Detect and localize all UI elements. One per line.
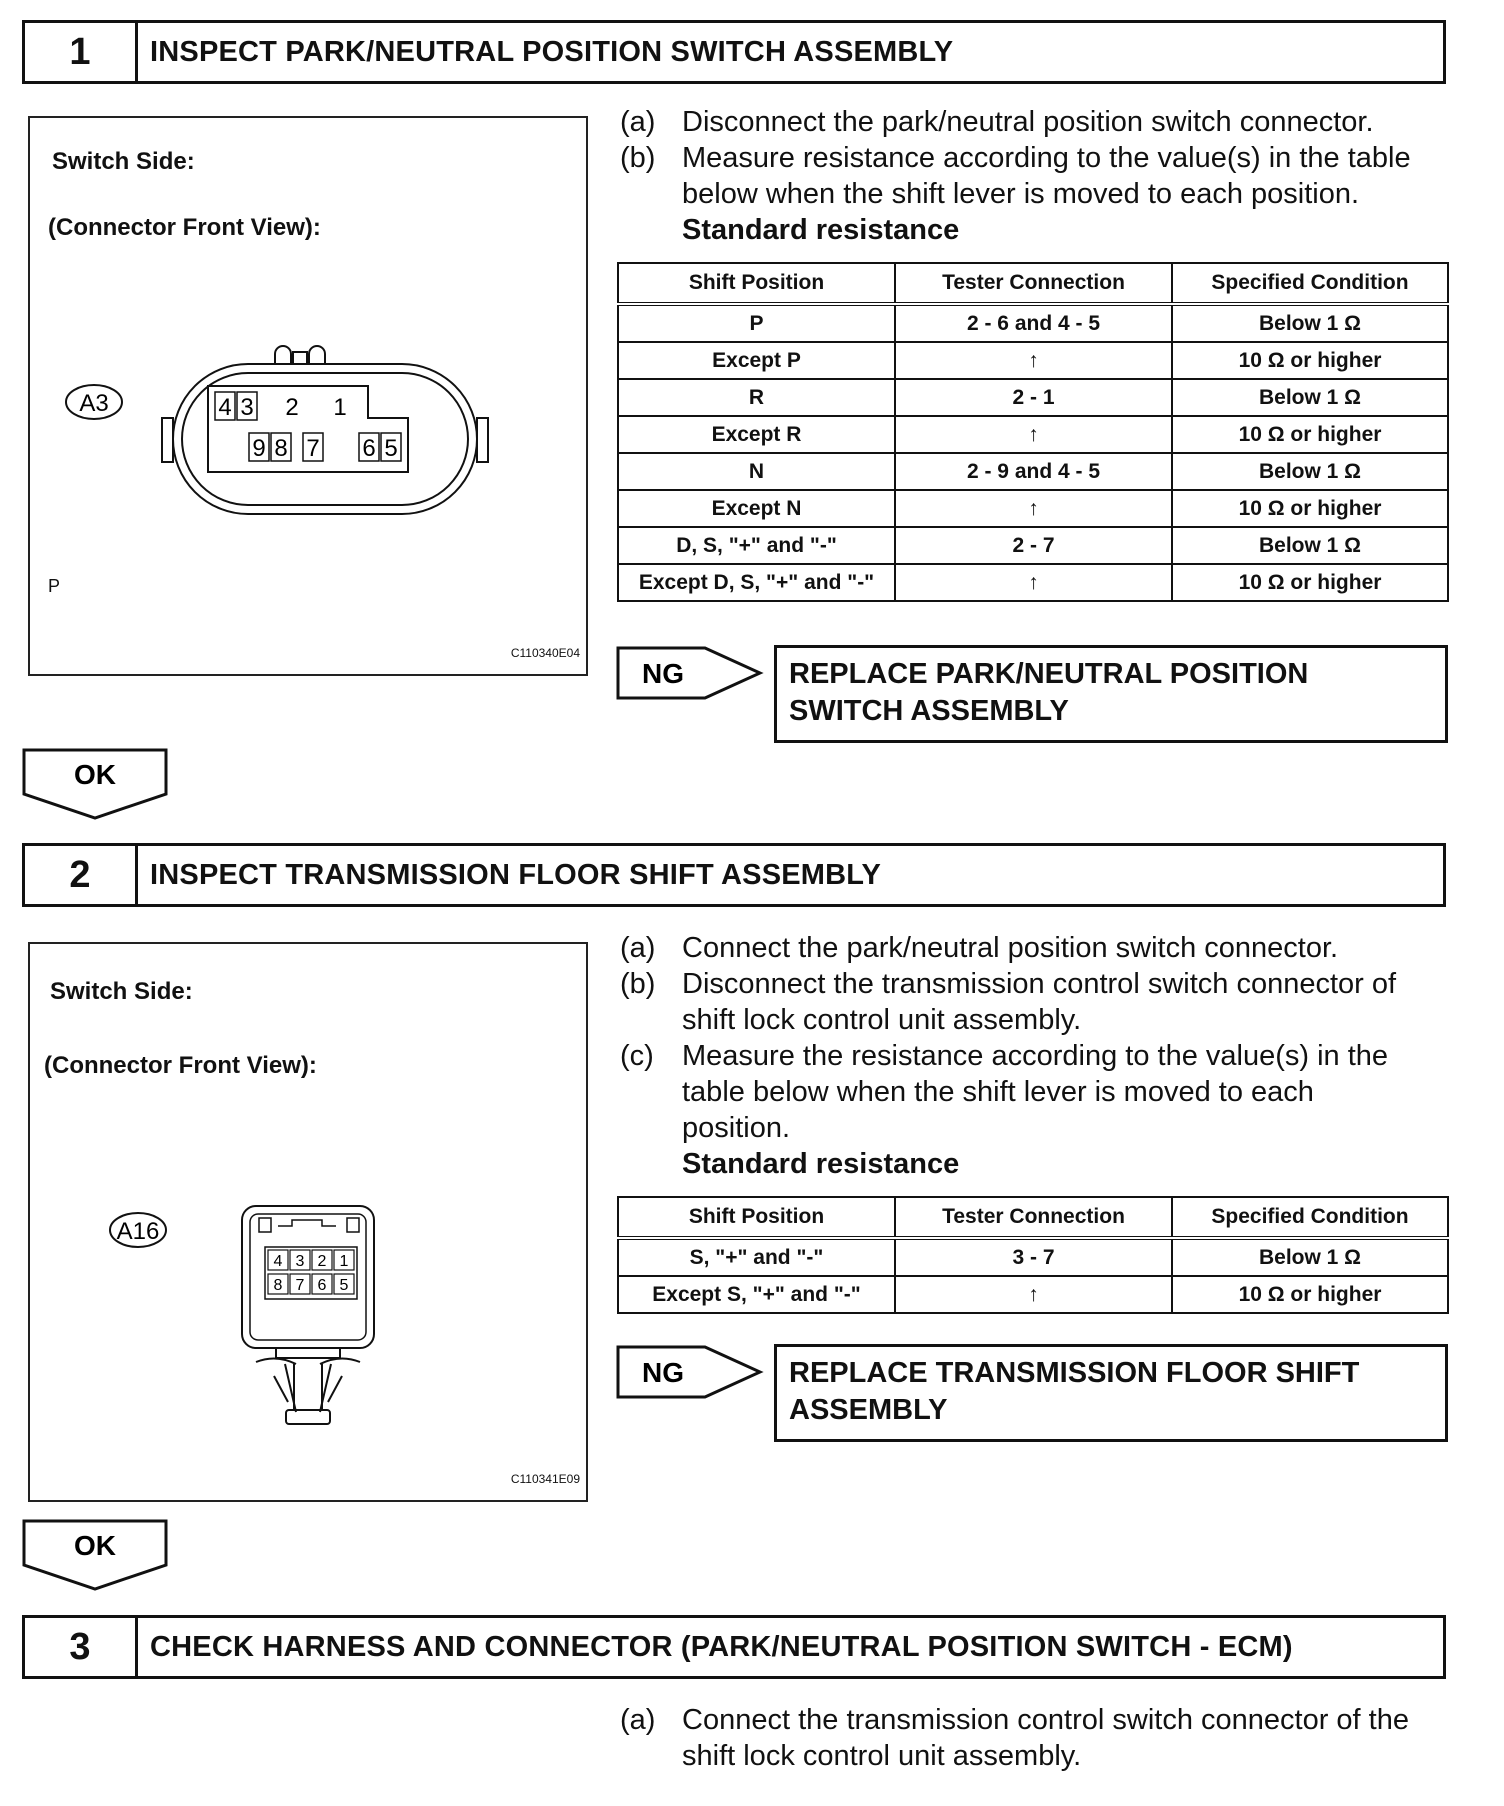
step-number: 3	[25, 1618, 138, 1676]
table-cell: R	[618, 379, 895, 416]
instruction-a	[620, 1702, 1450, 1774]
ok-label: OK	[74, 1530, 116, 1561]
table-cell: N	[618, 453, 895, 490]
table-cell: Below 1 Ω	[1172, 1238, 1448, 1276]
table-cell: Except R	[618, 416, 895, 453]
instruction-text: Measure the resistance according to the value(s) in the	[682, 1040, 1389, 1072]
table-cell: Below 1 Ω	[1172, 304, 1448, 342]
ng-result-text: REPLACE PARK/NEUTRAL POSITION	[789, 658, 1309, 690]
instruction-text: shift lock control unit assembly.	[682, 1740, 1082, 1772]
standard-resistance-label: Standard resistance	[682, 1148, 960, 1180]
connector-figure-a16	[28, 942, 588, 1502]
instruction-b	[620, 966, 1450, 1038]
pin-label: 3	[240, 394, 254, 421]
table-cell: 2 - 9 and 4 - 5	[895, 453, 1172, 490]
pin-label: 2	[317, 1253, 327, 1270]
table-row	[618, 342, 1448, 379]
instruction-text: below when the shift lever is moved to each position.	[682, 178, 1360, 210]
step-number: 1	[25, 23, 138, 81]
figure-label-front-view: (Connector Front View):	[48, 214, 321, 241]
table-cell: ↑	[895, 490, 1172, 527]
table-row	[618, 304, 1448, 342]
step-title: CHECK HARNESS AND CONNECTOR (PARK/NEUTRAL POSITION SWITCH - ECM)	[150, 1630, 1293, 1663]
pin-label: 3	[295, 1253, 305, 1270]
table-row	[618, 453, 1448, 490]
column-header: Specified Condition	[1172, 1197, 1448, 1238]
ok-arrow-2	[22, 1519, 170, 1591]
pin-label: 4	[273, 1253, 283, 1270]
table-cell: Below 1 Ω	[1172, 527, 1448, 564]
pin-label: 5	[339, 1277, 349, 1294]
instruction-text: shift lock control unit assembly.	[682, 1004, 1082, 1036]
table-cell: ↑	[895, 342, 1172, 379]
ng-result-text: ASSEMBLY	[789, 1394, 948, 1426]
step-title: INSPECT TRANSMISSION FLOOR SHIFT ASSEMBLY	[150, 858, 882, 891]
table-row	[618, 527, 1448, 564]
pin-label: 1	[339, 1253, 349, 1270]
ng-arrow-2	[615, 1344, 765, 1400]
pin-label: 6	[317, 1277, 327, 1294]
step-number: 2	[25, 846, 138, 904]
table-cell: 2 - 6 and 4 - 5	[895, 304, 1172, 342]
instruction-text: Disconnect the park/neutral position switch connector.	[682, 106, 1374, 138]
table-cell: ↑	[895, 564, 1172, 601]
figure-code: C110340E04	[510, 646, 580, 660]
column-header: Shift Position	[618, 1197, 895, 1238]
table-cell: 2 - 1	[895, 379, 1172, 416]
table-cell: ↑	[895, 416, 1172, 453]
pin-label: 1	[333, 394, 347, 421]
instruction-letter: (a)	[620, 1704, 656, 1736]
table-row	[618, 379, 1448, 416]
table-cell: 10 Ω or higher	[1172, 342, 1448, 379]
step-title: INSPECT PARK/NEUTRAL POSITION SWITCH ASSEMBLY	[150, 35, 954, 68]
table-row	[618, 1276, 1448, 1313]
table-row	[618, 564, 1448, 601]
table-cell: 3 - 7	[895, 1238, 1172, 1276]
table-cell: Except N	[618, 490, 895, 527]
pin-label: 8	[273, 1277, 283, 1294]
table-row	[618, 416, 1448, 453]
pin-label: 4	[218, 394, 232, 421]
step-3-header	[22, 1615, 1446, 1679]
pin-label: 5	[384, 435, 398, 462]
ng-result-box-1	[774, 645, 1448, 743]
connector-a16-diagram	[30, 944, 586, 1500]
figure-code: C110341E09	[510, 1472, 580, 1486]
instruction-letter: (b)	[620, 968, 656, 1000]
instruction-letter: (a)	[620, 106, 656, 138]
table-row	[618, 490, 1448, 527]
column-header: Specified Condition	[1172, 263, 1448, 304]
ng-result-text: SWITCH ASSEMBLY	[789, 695, 1069, 727]
table-cell: 10 Ω or higher	[1172, 490, 1448, 527]
connector-id-label: A16	[116, 1218, 160, 1245]
figure-marker-p: P	[48, 576, 61, 596]
instruction-c	[620, 1038, 1450, 1146]
step-1-header	[22, 20, 1446, 84]
pin-label: 7	[295, 1277, 305, 1294]
column-header: Tester Connection	[895, 1197, 1172, 1238]
table-cell: Except P	[618, 342, 895, 379]
resistance-table-2	[617, 1196, 1449, 1314]
connector-id-label: A3	[79, 390, 109, 417]
connector-a3-diagram	[30, 118, 586, 674]
table-row	[618, 1238, 1448, 1276]
figure-label-switch-side: Switch Side:	[52, 148, 195, 175]
pin-label: 8	[274, 435, 288, 462]
instruction-letter: (b)	[620, 142, 656, 174]
pin-label: 6	[362, 435, 376, 462]
ng-label: NG	[642, 1357, 684, 1388]
column-header: Shift Position	[618, 263, 895, 304]
table-cell: Below 1 Ω	[1172, 453, 1448, 490]
connector-figure-a3	[28, 116, 588, 676]
instruction-letter: (c)	[620, 1040, 654, 1072]
instruction-b	[620, 140, 1450, 212]
table-cell: 2 - 7	[895, 527, 1172, 564]
table-cell: Below 1 Ω	[1172, 379, 1448, 416]
ok-arrow-1	[22, 748, 170, 820]
table-cell: S, "+" and "-"	[618, 1238, 895, 1276]
table-cell: 10 Ω or higher	[1172, 564, 1448, 601]
ng-result-box-2	[774, 1344, 1448, 1442]
pin-label: 9	[252, 435, 266, 462]
ng-arrow-1	[615, 645, 765, 701]
instruction-text: Connect the transmission control switch connector of the	[682, 1704, 1409, 1736]
ok-label: OK	[74, 759, 116, 790]
instruction-a	[620, 930, 1450, 966]
instruction-text: table below when the shift lever is moved to each	[682, 1076, 1314, 1108]
instruction-text: position.	[682, 1112, 791, 1144]
instruction-text: Connect the park/neutral position switch connector.	[682, 932, 1339, 964]
ng-result-text: REPLACE TRANSMISSION FLOOR SHIFT	[789, 1357, 1360, 1389]
resistance-table-1	[617, 262, 1449, 602]
figure-label-switch-side: Switch Side:	[50, 978, 193, 1005]
instruction-letter: (a)	[620, 932, 656, 964]
table-cell: P	[618, 304, 895, 342]
table-cell: 10 Ω or higher	[1172, 416, 1448, 453]
table-cell: D, S, "+" and "-"	[618, 527, 895, 564]
ng-label: NG	[642, 658, 684, 689]
instruction-text: Measure resistance according to the value(s) in the table	[682, 142, 1411, 174]
table-cell: 10 Ω or higher	[1172, 1276, 1448, 1313]
instruction-text: Disconnect the transmission control switch connector of	[682, 968, 1397, 1000]
pin-label: 2	[285, 394, 299, 421]
table-cell: Except D, S, "+" and "-"	[618, 564, 895, 601]
column-header: Tester Connection	[895, 263, 1172, 304]
table-cell: Except S, "+" and "-"	[618, 1276, 895, 1313]
standard-resistance-label: Standard resistance	[682, 214, 960, 246]
pin-label: 7	[306, 435, 320, 462]
table-cell: ↑	[895, 1276, 1172, 1313]
figure-label-front-view: (Connector Front View):	[44, 1052, 317, 1079]
step-2-header	[22, 843, 1446, 907]
